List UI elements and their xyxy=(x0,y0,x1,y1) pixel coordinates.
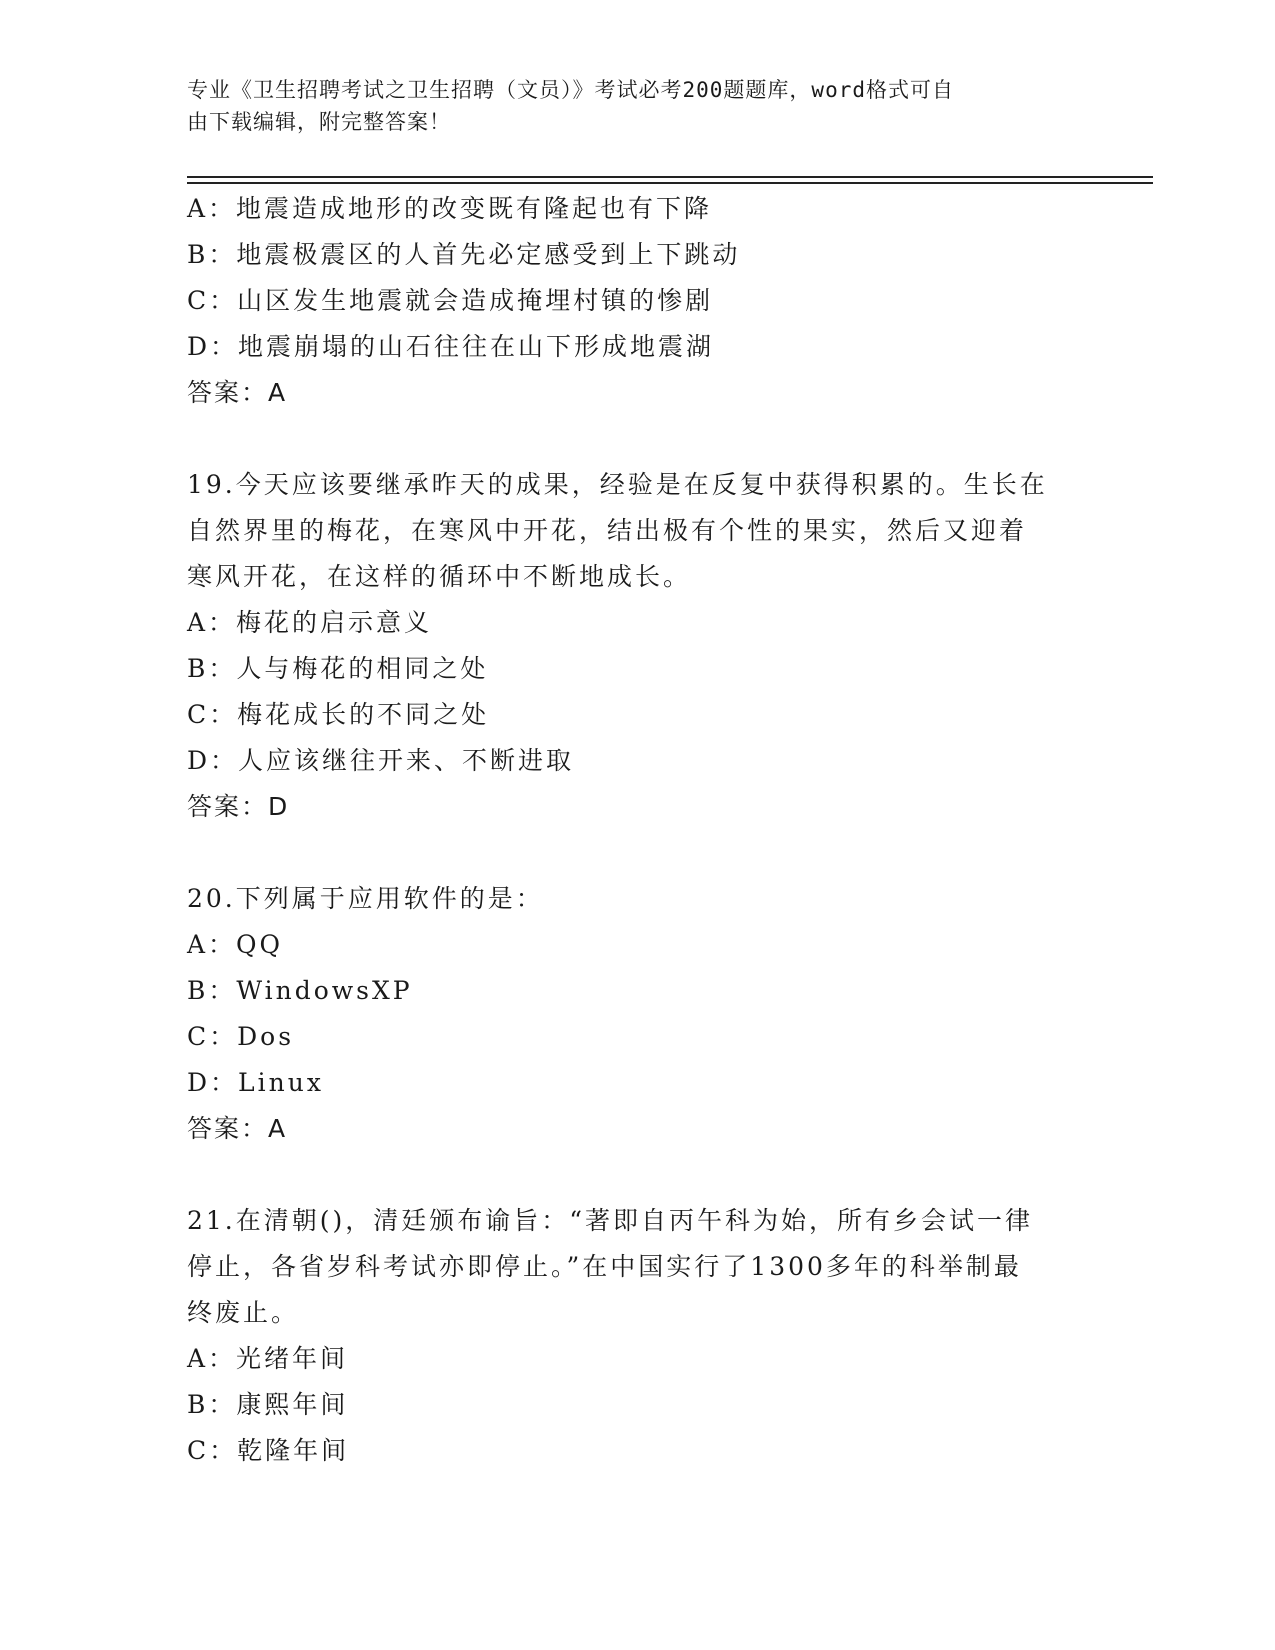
spacer xyxy=(187,830,1087,876)
question-list xyxy=(187,186,1087,1474)
option-c: C：乾隆年间 xyxy=(187,1436,350,1465)
question-20 xyxy=(187,876,1087,1152)
option-a: A：光绪年间 xyxy=(187,1344,349,1373)
question-text-line: 寒风开花，在这样的循环中不断地成长。 xyxy=(187,562,692,591)
option-a: A：地震造成地形的改变既有隆起也有下降 xyxy=(187,194,713,223)
question-19 xyxy=(187,462,1087,830)
header-rule-bottom xyxy=(187,182,1153,184)
option-b: B：康熙年间 xyxy=(187,1390,349,1419)
option-c: C：Dos xyxy=(187,1022,295,1051)
question-21 xyxy=(187,1198,1087,1474)
question-text-line: 20.下列属于应用软件的是： xyxy=(187,884,544,913)
question-text-line: 终废止。 xyxy=(187,1298,300,1327)
header-rule-top xyxy=(187,176,1153,178)
option-b: B：人与梅花的相同之处 xyxy=(187,654,489,683)
spacer xyxy=(187,416,1087,462)
spacer xyxy=(187,1152,1087,1198)
option-a: A：QQ xyxy=(187,930,284,959)
answer: 答案：A xyxy=(187,1114,288,1143)
question-text-line: 21.在清朝()，清廷颁布谕旨：“著即自丙午科为始，所有乡会试一律 xyxy=(187,1206,1034,1235)
option-d: D：Linux xyxy=(187,1068,324,1097)
option-b: B：WindowsXP xyxy=(187,976,413,1005)
question-18 xyxy=(187,186,1087,416)
answer: 答案：A xyxy=(187,378,288,407)
question-text-line: 19.今天应该要继承昨天的成果，经验是在反复中获得积累的。生长在 xyxy=(187,470,1048,499)
option-b: B：地震极震区的人首先必定感受到上下跳动 xyxy=(187,240,741,269)
option-c: C：山区发生地震就会造成掩埋村镇的惨剧 xyxy=(187,286,714,315)
option-c: C：梅花成长的不同之处 xyxy=(187,700,490,729)
question-text-line: 自然界里的梅花，在寒风中开花，结出极有个性的果实，然后又迎着 xyxy=(187,516,1028,545)
option-a: A：梅花的启示意义 xyxy=(187,608,433,637)
option-d: D：地震崩塌的山石往往在山下形成地震湖 xyxy=(187,332,715,361)
header-line-2: 由下载编辑，附完整答案！ xyxy=(187,110,451,134)
question-text-line: 停止，各省岁科考试亦即停止。”在中国实行了1300多年的科举制最 xyxy=(187,1252,1022,1281)
document-header xyxy=(187,74,1067,138)
option-d: D：人应该继往开来、不断进取 xyxy=(187,746,575,775)
answer: 答案：D xyxy=(187,792,290,821)
header-line-1: 专业《卫生招聘考试之卫生招聘（文员）》考试必考200题题库，word格式可自 xyxy=(187,78,954,102)
